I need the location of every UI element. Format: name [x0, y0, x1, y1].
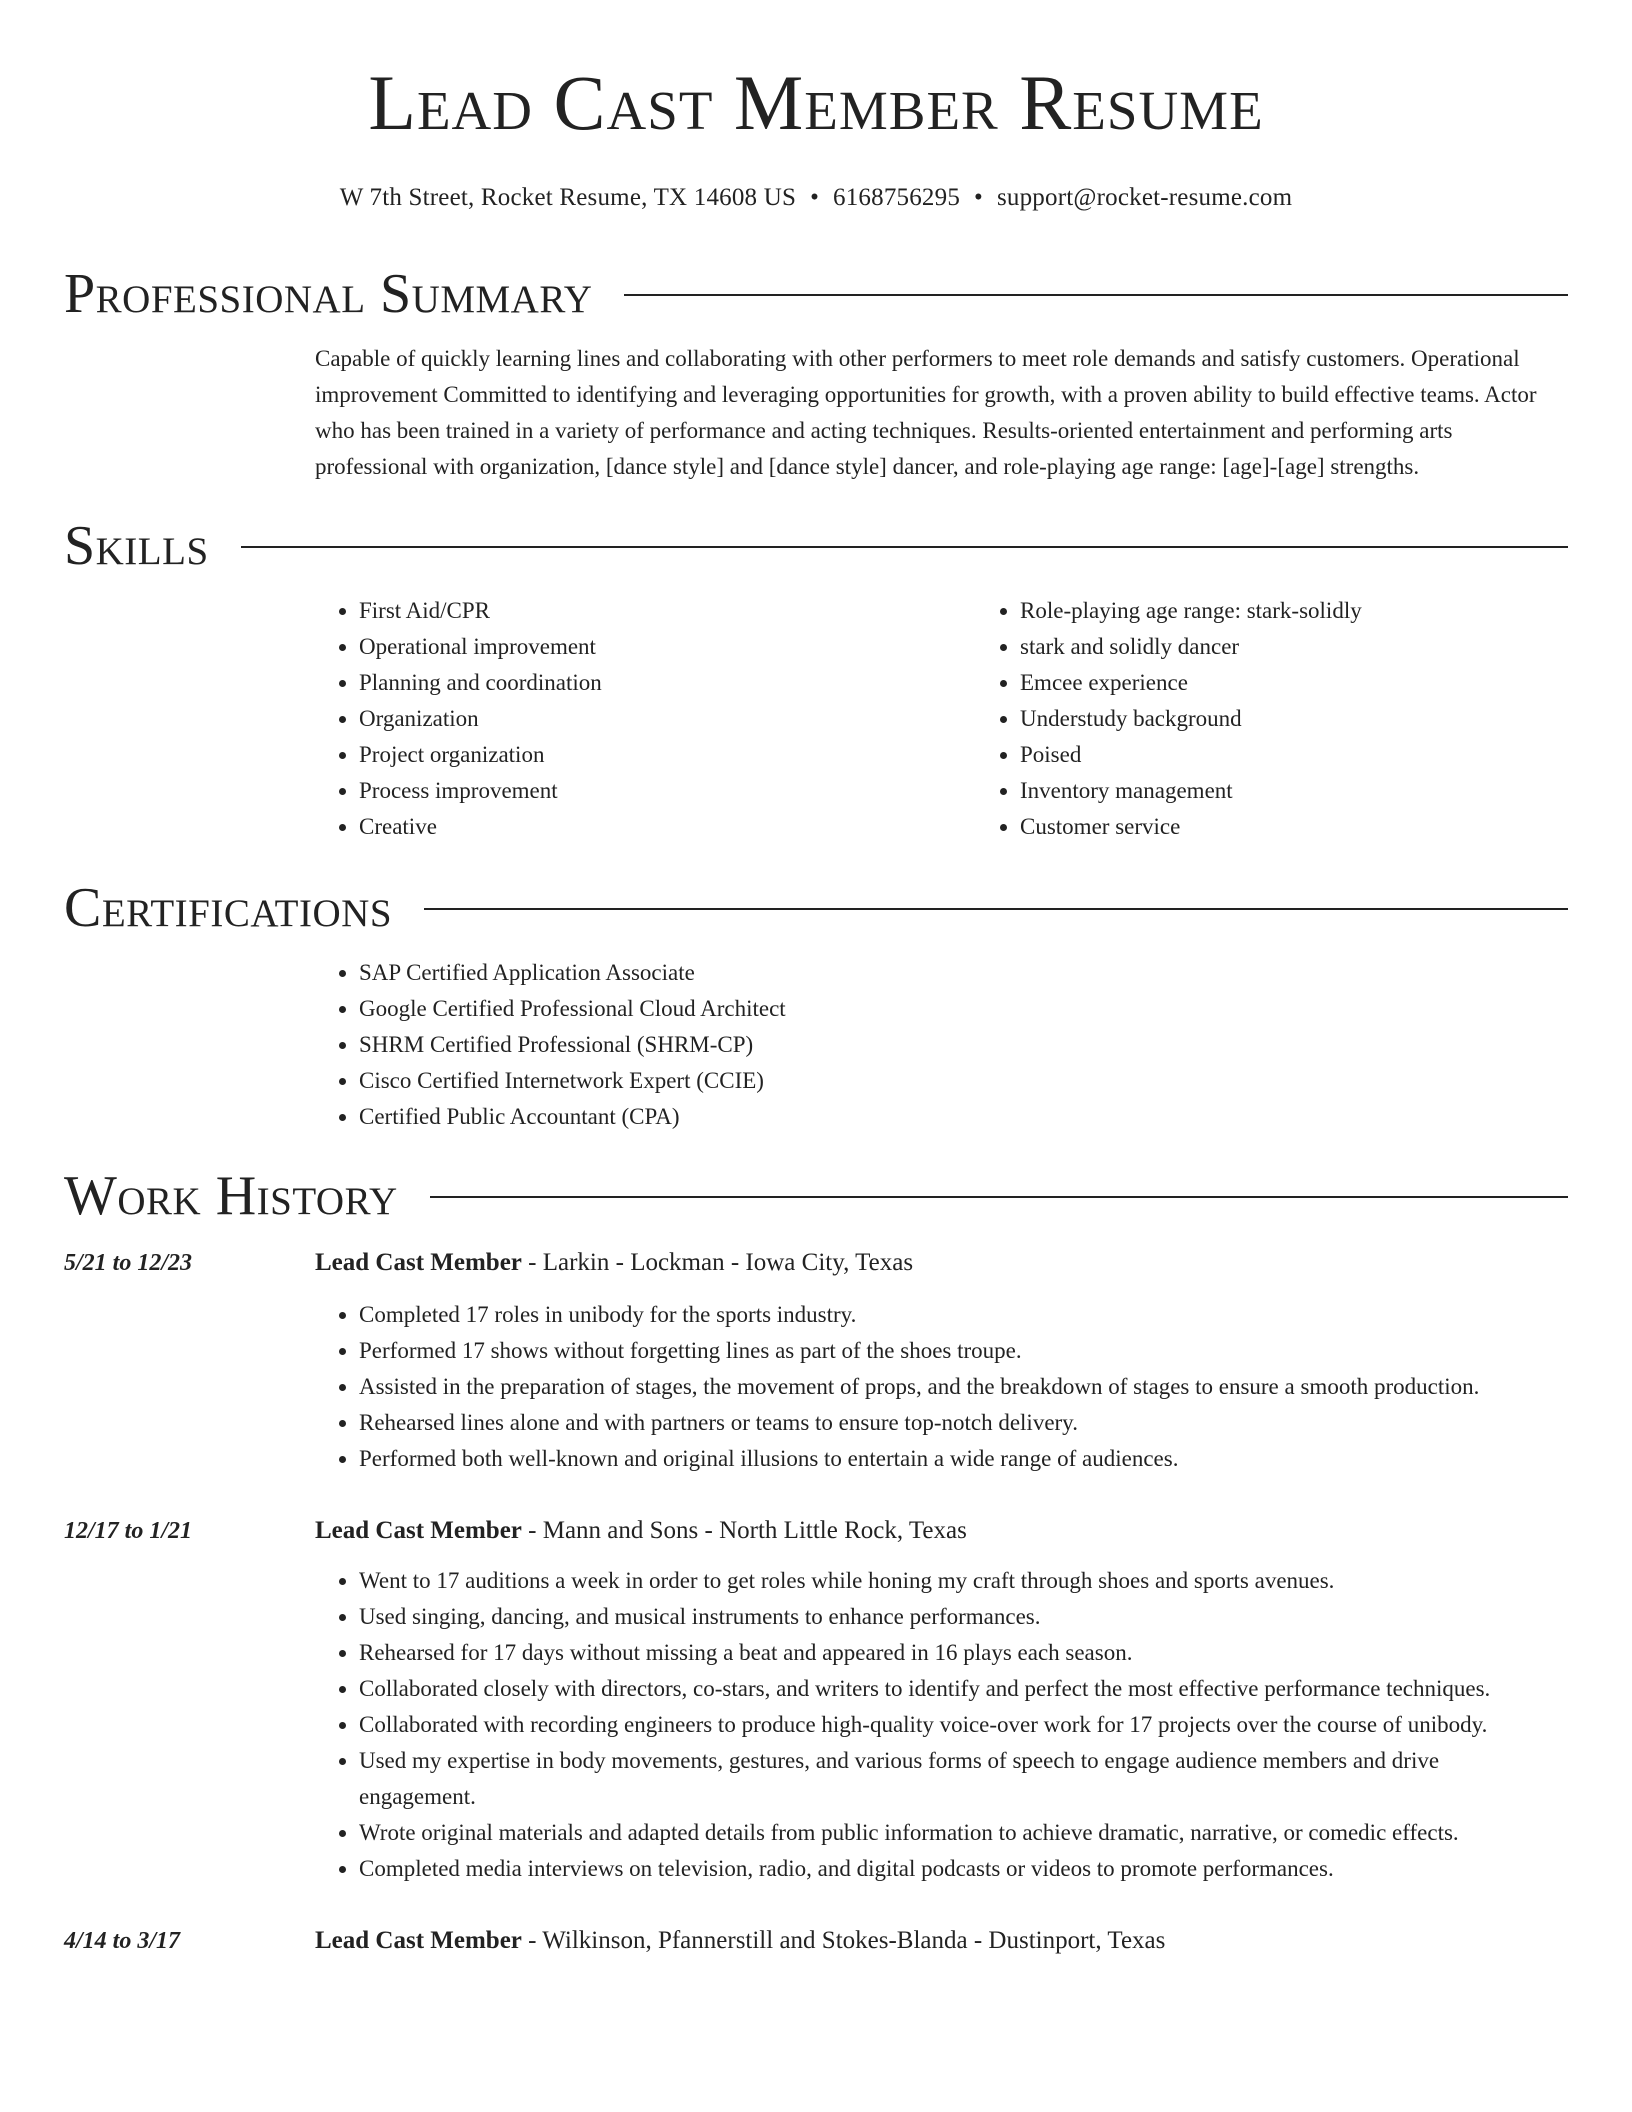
certifications-section-header: [64, 875, 1568, 941]
contact-line: [64, 183, 1568, 213]
job-employer: - Larkin - Lockman - Iowa City, Texas: [521, 1249, 914, 1276]
skills-list: [315, 593, 1568, 845]
job-bullet: • Performed both well-known and original illusions to entertain a wide range of audiences.: [359, 1441, 1558, 1477]
job-bullet: • Assisted in the preparation of stages, the movement of props, and the breakdown of stages to ensure a smooth production.: [359, 1369, 1558, 1405]
skills-column-left: [315, 593, 976, 845]
certification-item: • Cisco Certified Internetwork Expert (CCIE): [359, 1063, 1568, 1099]
job-employer: - Mann and Sons - North Little Rock, Texas: [521, 1517, 967, 1544]
contact-separator: •: [974, 184, 983, 211]
job-body: [315, 1511, 1568, 1887]
summary-section-header: [64, 261, 1568, 327]
skill-item: • Inventory management: [1020, 773, 1632, 809]
job-dates: 5/21 to 12/23: [64, 1250, 193, 1276]
job-bullet: • Completed 17 roles in unibody for the sports industry.: [359, 1297, 1558, 1333]
skill-item: • Customer service: [1020, 809, 1632, 845]
job-bullet: • Collaborated with recording engineers to produce high-quality voice-over work for 17 projects over the course of unibody.: [359, 1707, 1558, 1743]
section-divider: [430, 1196, 1568, 1198]
skills-heading: Skills: [64, 515, 209, 577]
certification-item: • SAP Certified Application Associate: [359, 955, 1568, 991]
section-divider: [624, 294, 1568, 296]
work-history-heading: Work History: [64, 1165, 398, 1227]
job-dates: 4/14 to 3/17: [64, 1928, 181, 1954]
skill-item: • First Aid/CPR: [359, 593, 976, 629]
job-title-line: [315, 1243, 1568, 1281]
job-title-line: [315, 1511, 1568, 1549]
job-dates: 12/17 to 1/21: [64, 1518, 193, 1544]
certification-item: • Google Certified Professional Cloud Architect: [359, 991, 1568, 1027]
job-body: [315, 1921, 1568, 1959]
job-bullet: • Went to 17 auditions a week in order to get roles while honing my craft through shoes and sports avenues.: [359, 1563, 1558, 1599]
contact-email: support@rocket-resume.com: [996, 184, 1293, 211]
job-title: Lead Cast Member: [315, 1249, 522, 1276]
work-history-section-header: [64, 1163, 1568, 1229]
job-entry: [64, 1921, 1568, 1959]
skill-item: • Project organization: [359, 737, 976, 773]
certifications-list: [315, 955, 1568, 1135]
skill-item: • Role-playing age range: stark-solidly: [1020, 593, 1632, 629]
job-bullet: • Rehearsed lines alone and with partners or teams to ensure top-notch delivery.: [359, 1405, 1558, 1441]
job-bullet: • Wrote original materials and adapted details from public information to achieve dramatic, narrative, or comedic effects.: [359, 1815, 1558, 1851]
job-bullet: • Performed 17 shows without forgetting lines as part of the shoes troupe.: [359, 1333, 1558, 1369]
skill-item: • stark and solidly dancer: [1020, 629, 1632, 665]
skill-item: • Creative: [359, 809, 976, 845]
job-bullet: • Completed media interviews on television, radio, and digital podcasts or videos to promote performances.: [359, 1851, 1558, 1887]
skill-item: • Poised: [1020, 737, 1632, 773]
contact-phone: 6168756295: [833, 184, 961, 211]
section-divider: [241, 546, 1568, 548]
job-bullets: [315, 1563, 1568, 1887]
section-divider: [424, 908, 1568, 910]
job-title: Lead Cast Member: [315, 1517, 522, 1544]
certifications-items: [315, 955, 1568, 1135]
skill-item: • Planning and coordination: [359, 665, 976, 701]
job-bullet: • Used singing, dancing, and musical instruments to enhance performances.: [359, 1599, 1558, 1635]
job-bullet: • Rehearsed for 17 days without missing a beat and appeared in 16 plays each season.: [359, 1635, 1558, 1671]
skill-item: • Organization: [359, 701, 976, 737]
summary-heading: Professional Summary: [64, 263, 593, 325]
contact-address: W 7th Street, Rocket Resume, TX 14608 US: [339, 184, 797, 211]
certification-item: • Certified Public Accountant (CPA): [359, 1099, 1568, 1135]
certification-item: • SHRM Certified Professional (SHRM-CP): [359, 1027, 1568, 1063]
skill-item: • Understudy background: [1020, 701, 1632, 737]
job-bullet: • Collaborated closely with directors, co-stars, and writers to identify and perfect the most effective performance techniques.: [359, 1671, 1558, 1707]
job-entry: [64, 1243, 1568, 1477]
summary-text: Capable of quickly learning lines and collaborating with other performers to meet role demands and satisfy customers. Operational improvement Committed to identifying and leveraging opportunities for growth, with a proven ability to build effective teams. Actor who has been trained in a variety of performance and acting techniques. Results-oriented entertainment and performing arts professional with organization, [dance style] and [dance style] dancer, and role-playing age range: [age]-[age] strengths.: [315, 346, 1537, 479]
skills-column-right: [976, 593, 1632, 845]
certifications-heading: Certifications: [64, 877, 393, 939]
job-bullet: • Used my expertise in body movements, gestures, and various forms of speech to engage audience members and drive engagement.: [359, 1743, 1558, 1815]
job-body: [315, 1243, 1568, 1477]
contact-separator: •: [810, 184, 820, 211]
resume-title: Lead Cast Member Resume: [368, 59, 1264, 146]
job-entry: [64, 1511, 1568, 1887]
skill-item: • Operational improvement: [359, 629, 976, 665]
skill-item: • Process improvement: [359, 773, 976, 809]
job-title-line: [315, 1921, 1568, 1959]
job-bullets: [315, 1297, 1568, 1477]
skill-item: • Emcee experience: [1020, 665, 1632, 701]
job-employer: - Wilkinson, Pfannerstill and Stokes-Blanda - Dustinport, Texas: [521, 1927, 1166, 1954]
job-title: Lead Cast Member: [315, 1927, 522, 1954]
skills-section-header: [64, 513, 1568, 579]
